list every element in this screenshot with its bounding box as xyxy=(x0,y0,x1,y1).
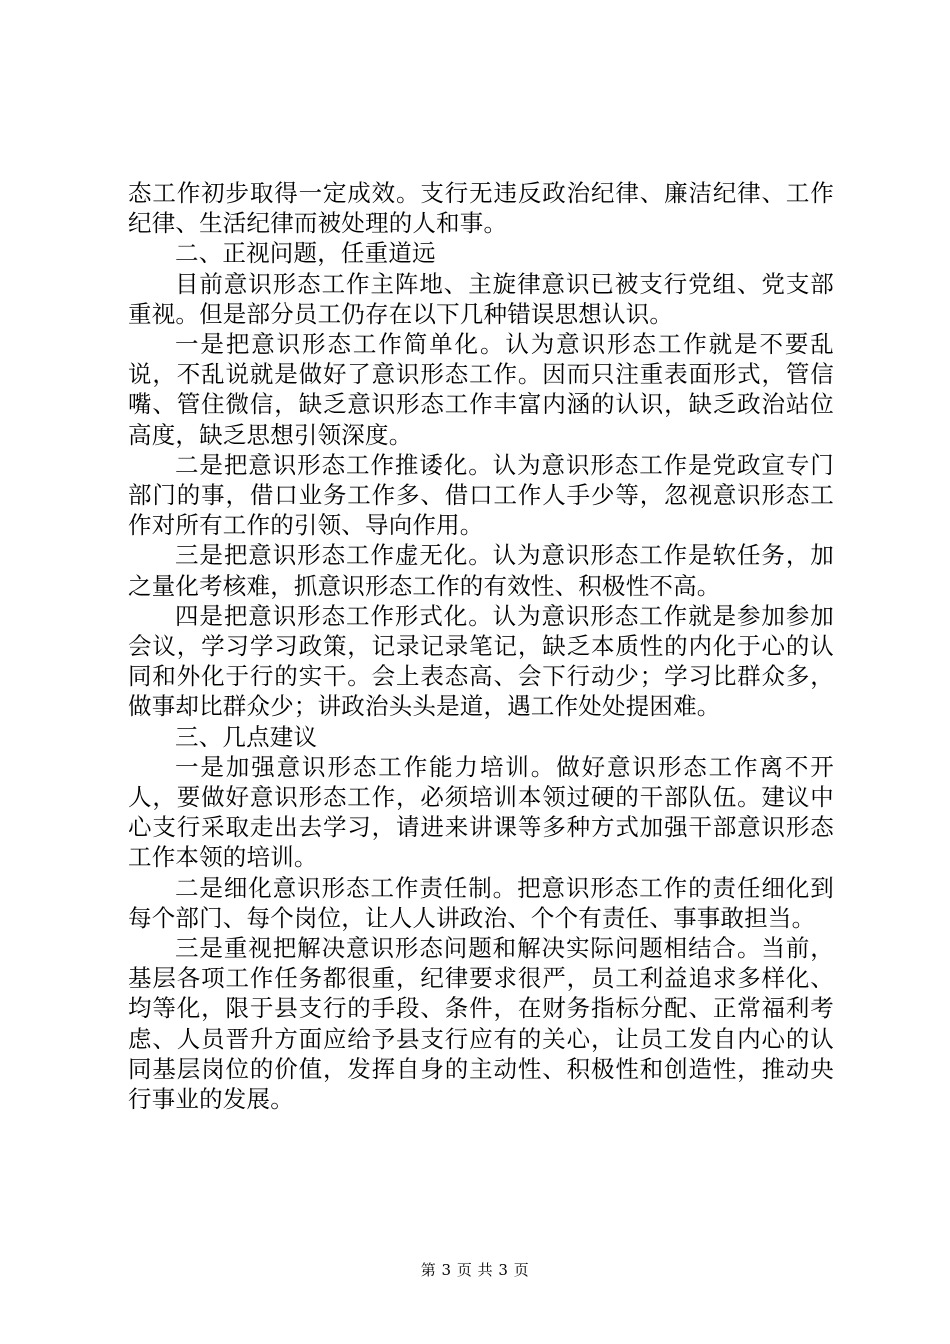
paragraph: 一是把意识形态工作简单化。认为意识形态工作就是不要乱说，不乱说就是做好了意识形态工作。因而只注重表面形式，管信嘴、管住微信，缺乏意识形态工作丰富内涵的认识，缺乏政治站位高度，缺乏思想引领深度。 xyxy=(128,330,834,449)
paragraph: 四是把意识形态工作形式化。认为意识形态工作就是参加参加会议，学习学习政策，记录记录笔记，缺乏本质性的内化于心的认同和外化于行的实干。会上表态高、会下行动少；学习比群众多，做事却比群众少；讲政治头头是道，遇工作处处提困难。 xyxy=(128,601,834,721)
page-footer: 第 3 页 共 3 页 xyxy=(420,1261,530,1279)
paragraph: 三是重视把解决意识形态问题和解决实际问题相结合。当前，基层各项工作任务都很重，纪律要求很严，员工利益追求多样化、均等化，限于县支行的手段、条件，在财务指标分配、正常福利考虑、人员晋升方面应给予县支行应有的关心，让员工发自内心的认同基层岗位的价值，发挥自身的主动性、积极性和创造性，推动央行事业的发展。 xyxy=(128,934,834,1114)
paragraph: 一是加强意识形态工作能力培训。做好意识形态工作离不开人，要做好意识形态工作，必须培训本领过硬的干部队伍。建议中心支行采取走出去学习，请进来讲课等多种方式加强干部意识形态工作本领的培训。 xyxy=(128,752,834,872)
section-heading-2: 二、正视问题，任重道远 xyxy=(175,239,436,268)
paragraph-continuation: 态工作初步取得一定成效。支行无违反政治纪律、廉洁纪律、工作纪律、生活纪律而被处理的人和事。 xyxy=(128,179,834,238)
paragraph: 二是把意识形态工作推诿化。认为意识形态工作是党政宣专门部门的事，借口业务工作多、借口工作人手少等，忽视意识形态工作对所有工作的引领、导向作用。 xyxy=(128,450,834,540)
paragraph: 目前意识形态工作主阵地、主旋律意识已被支行党组、党支部重视。但是部分员工仍存在以下几种错误思想认识。 xyxy=(128,269,834,328)
paragraph: 二是细化意识形态工作责任制。把意识形态工作的责任细化到每个部门、每个岗位，让人人讲政治、个个有责任、事事敢担当。 xyxy=(128,873,834,932)
paragraph: 三是把意识形态工作虚无化。认为意识形态工作是软任务，加之量化考核难，抓意识形态工作的有效性、积极性不高。 xyxy=(128,541,834,600)
document-body xyxy=(128,178,834,1114)
section-heading-3: 三、几点建议 xyxy=(175,722,318,751)
